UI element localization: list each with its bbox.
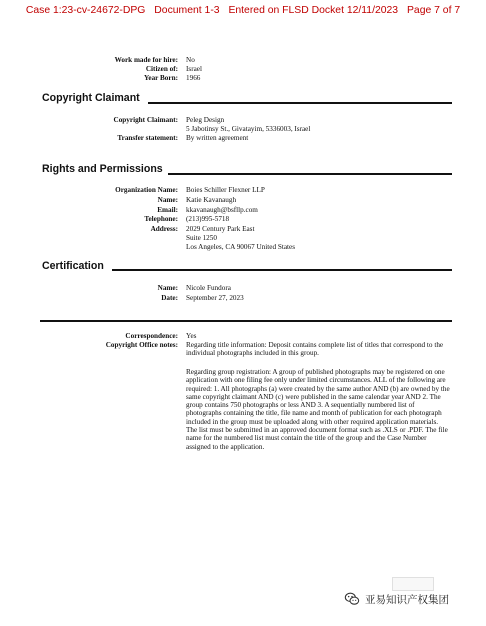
section-rule	[148, 102, 452, 104]
section-heading-copyright-claimant: Copyright Claimant	[42, 92, 140, 104]
field-value: Katie Kavanaugh	[186, 196, 237, 204]
wechat-icon	[344, 591, 360, 607]
field-value: Los Angeles, CA 90067 United States	[186, 243, 296, 251]
office-notes-title-info: Regarding title information: Deposit contains complete list of titles that correspond to the individual photographs included in this group.	[186, 341, 444, 358]
case-number: Case 1:23-cv-24672-DPG	[25, 5, 146, 16]
section-heading-certification: Certification	[42, 260, 104, 272]
page-number: Page 7 of 7	[406, 5, 461, 16]
field-value: No	[186, 56, 195, 64]
field-value: 1966	[186, 74, 201, 82]
field-value: September 27, 2023	[186, 294, 244, 302]
watermark-text: 亚易知识产权集团	[365, 593, 449, 606]
section-rule	[112, 269, 452, 271]
docket-entry: Entered on FLSD Docket 12/11/2023	[228, 5, 399, 16]
field-label: Telephone:	[144, 215, 178, 223]
field-value: Yes	[186, 332, 197, 340]
field-value: 2029 Century Park East	[186, 225, 255, 233]
field-label: Organization Name:	[115, 186, 178, 194]
field-label: Email:	[157, 206, 178, 214]
field-label: Copyright Office notes:	[105, 341, 178, 349]
field-label: Transfer statement:	[117, 134, 178, 142]
field-value: Israel	[186, 65, 202, 73]
field-value: kkavanaugh@bsfllp.com	[186, 206, 258, 214]
field-value: Boies Schiller Flexner LLP	[186, 186, 265, 194]
field-value: By written agreement	[186, 134, 249, 142]
field-label: Correspondence:	[125, 332, 178, 340]
field-label: Address:	[150, 225, 178, 233]
field-label: Copyright Claimant:	[113, 116, 178, 124]
field-label: Work made for hire:	[114, 56, 178, 64]
document-number: Document 1-3	[154, 5, 220, 16]
field-value: Suite 1250	[186, 234, 217, 242]
field-label: Citizen of:	[145, 65, 178, 73]
field-value: Nicole Fundora	[186, 284, 231, 292]
watermark	[344, 591, 449, 607]
field-label: Name:	[157, 284, 178, 292]
field-label: Year Born:	[143, 74, 178, 82]
section-rule	[168, 173, 452, 175]
field-value: (213)995-5718	[186, 215, 230, 223]
field-value: Peleg Design	[186, 116, 225, 124]
field-label: Name:	[157, 196, 178, 204]
field-label: Date:	[161, 294, 178, 302]
watermark-badge	[392, 577, 434, 591]
field-value: 5 Jabotinsy St., Givatayim, 5336003, Israel	[186, 125, 311, 133]
page-divider	[40, 320, 452, 322]
docket-header	[0, 5, 486, 16]
office-notes-group-registration: Regarding group registration: A group of published photographs may be registered on one application with one filing fee only under limited circumstances. ALL of the following are required: 1. All photographs (a) were created by the same author AND (b) are owned by the same copyright claimant AND (c) were published in the same calendar year AND 2. The group contains 750 photographs or less AND 3. A sequentially numbered list of photographs containing the title, file name and month of publication for each photograph included in the group must be uploaded along with other required application materials. The list must be submitted in an approved document format such as .XLS or .PDF. The file name for the numbered list must contain the title of the group and the Case Number assigned to the application.	[186, 368, 450, 451]
section-heading-rights: Rights and Permissions	[42, 163, 163, 175]
